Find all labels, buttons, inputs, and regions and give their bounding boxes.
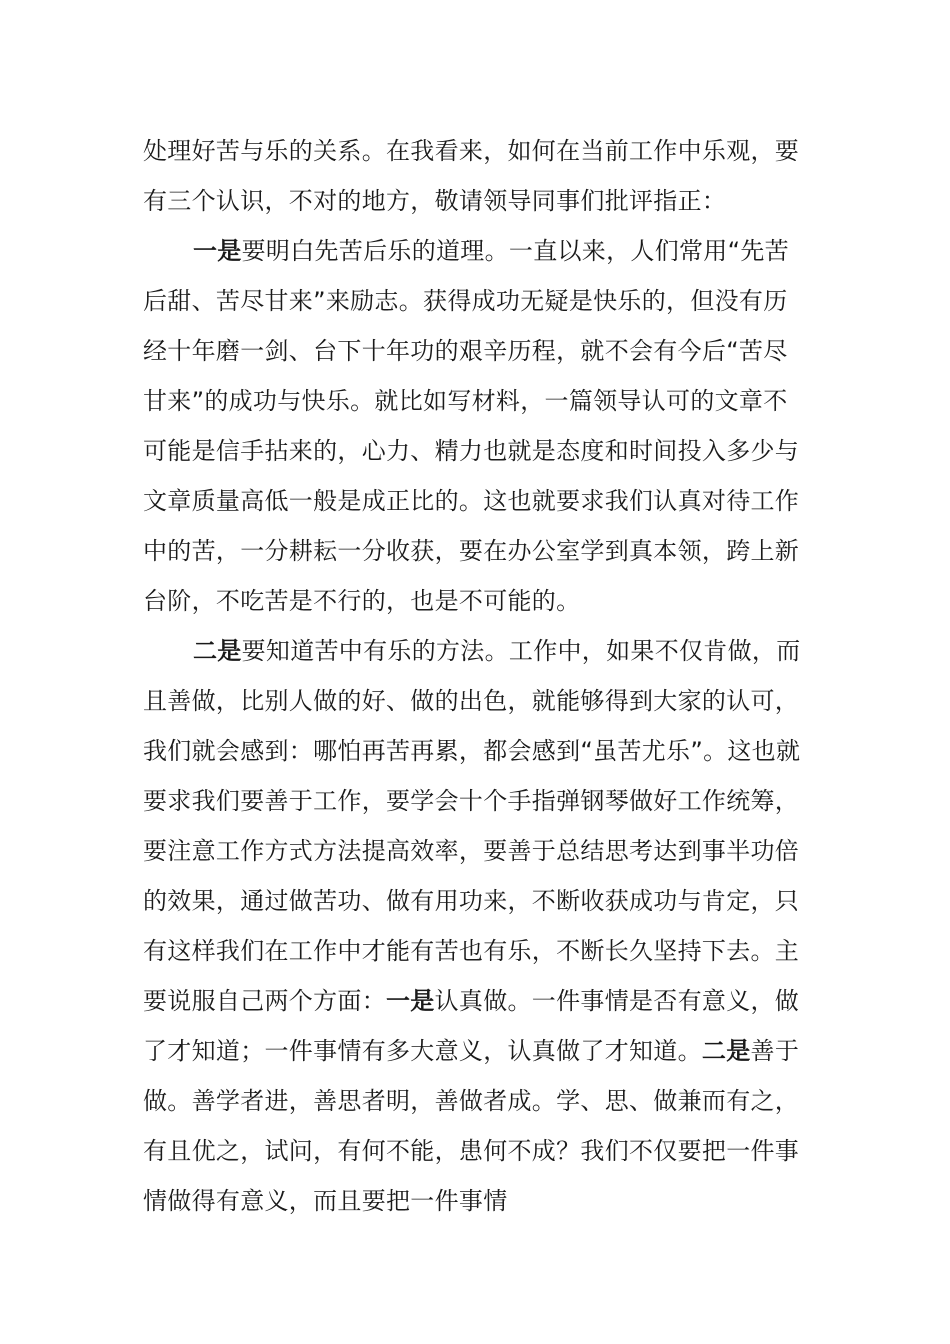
document-body <box>143 126 803 1226</box>
paragraph-text: 善于做。善学者进，善思者明，善做者成。学、思、做兼而有之，有且优之，试问，有何不能，患何不成？我们不仅要把一件事情做得有意义，而且要把一件事情 <box>143 1037 800 1215</box>
paragraph-point-one <box>143 226 803 626</box>
lead-phrase: 一是 <box>386 987 435 1015</box>
paragraph-point-two <box>143 626 803 1226</box>
lead-phrase: 二是 <box>193 637 242 665</box>
paragraph-text: 认真做。一件事情是否有意义，做了才知道；一件事情有多大意义，认真做了才知道。 <box>143 987 800 1065</box>
lead-phrase: 二是 <box>701 1037 751 1065</box>
paragraph-text: 要知道苦中有乐的方法。工作中，如果不仅肯做，而且善做，比别人做的好、做的出色，就能够得到大家的认可，我们就会感到：哪怕再苦再累，都会感到“虽苦尤乐”。这也就要求我们要善于工作，要学会十个手指弹钢琴做好工作统筹，要注意工作方式方法提高效率，要善于总结思考达到事半功倍的效果，通过做苦功、做有用功来，不断收获成功与肯定，只有这样我们在工作中才能有苦也有乐，不断长久坚持下去。主要说服自己两个方面： <box>143 637 801 1015</box>
paragraph-text: 处理好苦与乐的关系。在我看来，如何在当前工作中乐观，要有三个认识，不对的地方，敬请领导同事们批评指正： <box>143 137 800 215</box>
paragraph-text: 要明白先苦后乐的道理。一直以来，人们常用“先苦后甜、苦尽甘来”来励志。获得成功无疑是快乐的，但没有历经十年磨一剑、台下十年功的艰辛历程，就不会有今后“苦尽甘来”的成功与快乐。就比如写材料，一篇领导认可的文章不可能是信手拈来的，心力、精力也就是态度和时间投入多少与文章质量高低一般是成正比的。这也就要求我们认真对待工作中的苦，一分耕耘一分收获，要在办公室学到真本领，跨上新台阶，不吃苦是不行的，也是不可能的。 <box>143 237 800 615</box>
lead-phrase: 一是 <box>193 237 242 265</box>
paragraph-intro <box>143 126 803 226</box>
